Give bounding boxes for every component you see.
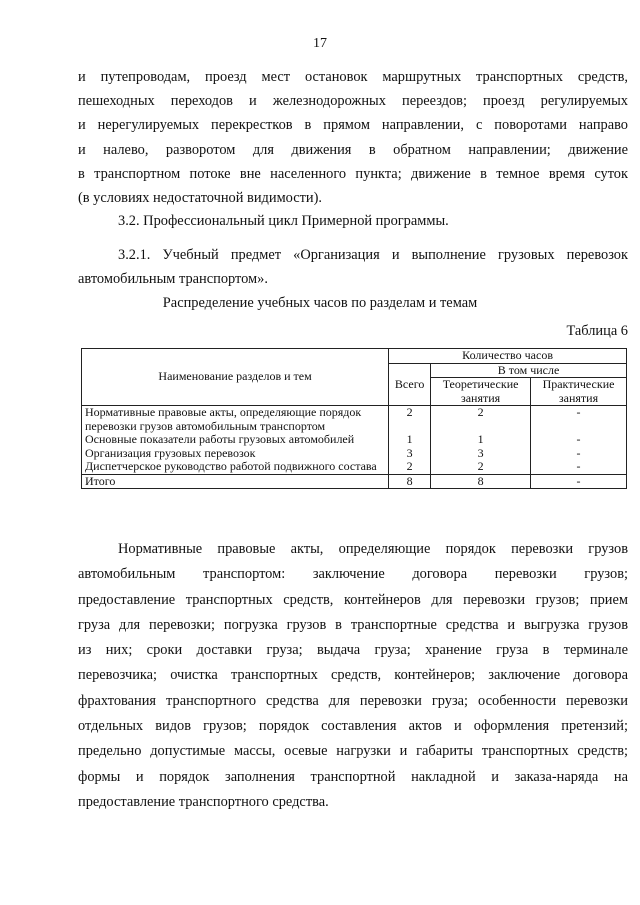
row-theory: 2 (431, 460, 531, 474)
body-line: предоставление транспортных средств, контейнеров для перевозки грузов; прием (78, 591, 628, 608)
row-total: 1 (389, 433, 431, 447)
row-total: 2 (389, 406, 431, 434)
body-line: предоставление транспортного средства. (78, 793, 329, 810)
table-row (82, 433, 627, 447)
total-row-total: 8 (389, 474, 431, 489)
row-practice: - (531, 433, 627, 447)
intro-line: (в условиях недостаточной видимости). (78, 190, 322, 207)
row-practice: - (531, 460, 627, 474)
row-theory: 2 (431, 406, 531, 434)
row-name: Организация грузовых перевозок (82, 447, 389, 461)
body-line: формы и порядок заполнения транспортной накладной и заказа-наряда на (78, 768, 628, 785)
row-total: 3 (389, 447, 431, 461)
row-name: Диспетчерское руководство работой подвижного состава (82, 460, 389, 474)
header-including: В том числе (431, 363, 627, 378)
body-line: предельно допустимые массы, осевые нагрузки и габариты транспортных средств; (78, 743, 628, 760)
intro-line: и налево, разворотом для движения в обратном направлении; движение (78, 141, 628, 158)
row-practice: - (531, 447, 627, 461)
subsection-heading (78, 243, 628, 291)
body-line: из них; сроки доставки груза; выдача груза; хранение груза в терминале (78, 642, 628, 659)
intro-line: и путепроводам, проезд мест остановок маршрутных транспортных средств, (78, 69, 628, 85)
body-line: перевозчика; очистка транспортных средств, контейнеров; заключение договора (78, 667, 628, 684)
total-row-name: Итого (82, 474, 389, 489)
body-line: груза для перевозки; погрузка грузов в транспортные средства и выгрузка грузов (78, 616, 628, 633)
header-practice: Практические занятия (531, 378, 627, 406)
table-row (82, 406, 627, 434)
header-section-name: Наименование разделов и тем (82, 349, 389, 406)
header-hours: Количество часов (389, 349, 627, 364)
table-row (82, 460, 627, 474)
intro-line: пешеходных переходов и железнодорожных переездов; проезд регулируемых (78, 93, 628, 110)
row-name: Основные показатели работы грузовых автомобилей (82, 433, 389, 447)
table-total-row (82, 474, 627, 489)
page-number: 17 (313, 36, 327, 51)
row-total: 2 (389, 460, 431, 474)
body-paragraph (78, 537, 628, 815)
body-line: фрахтования транспортного средства для перевозки груза; особенности перевозки (78, 692, 628, 709)
total-row-theory: 8 (431, 474, 531, 489)
table-row (82, 447, 627, 461)
hours-table (81, 348, 627, 489)
subsection-heading-line: автомобильным транспортом». (78, 271, 268, 287)
body-line: автомобильным транспортом: заключение договора перевозки грузов; (78, 566, 628, 583)
intro-paragraph (78, 65, 628, 210)
row-name: Нормативные правовые акты, определяющие порядок перевозки грузов автомобильным транспортом (82, 406, 389, 434)
body-line: отдельных видов грузов; порядок составления актов и оформления претензий; (78, 718, 628, 735)
intro-line: в транспортном потоке вне населенного пункта; движение в темное время суток (78, 165, 628, 182)
body-line: Нормативные правовые акты, определяющие порядок перевозки грузов (118, 541, 628, 557)
section-heading: 3.2. Профессиональный цикл Примерной программы. (118, 213, 449, 229)
table-caption: Распределение учебных часов по разделам и темам (162, 295, 478, 311)
header-theory: Теоретические занятия (431, 378, 531, 406)
subsection-heading-line: 3.2.1. Учебный предмет «Организация и выполнение грузовых перевозок (118, 247, 628, 263)
row-theory: 3 (431, 447, 531, 461)
intro-line: и нерегулируемых перекрестков в прямом направлении, с поворотами направо (78, 117, 628, 134)
header-total: Всего (389, 363, 431, 406)
row-theory: 1 (431, 433, 531, 447)
row-practice: - (531, 406, 627, 434)
total-row-practice: - (531, 474, 627, 489)
table-number: Таблица 6 (566, 323, 628, 339)
